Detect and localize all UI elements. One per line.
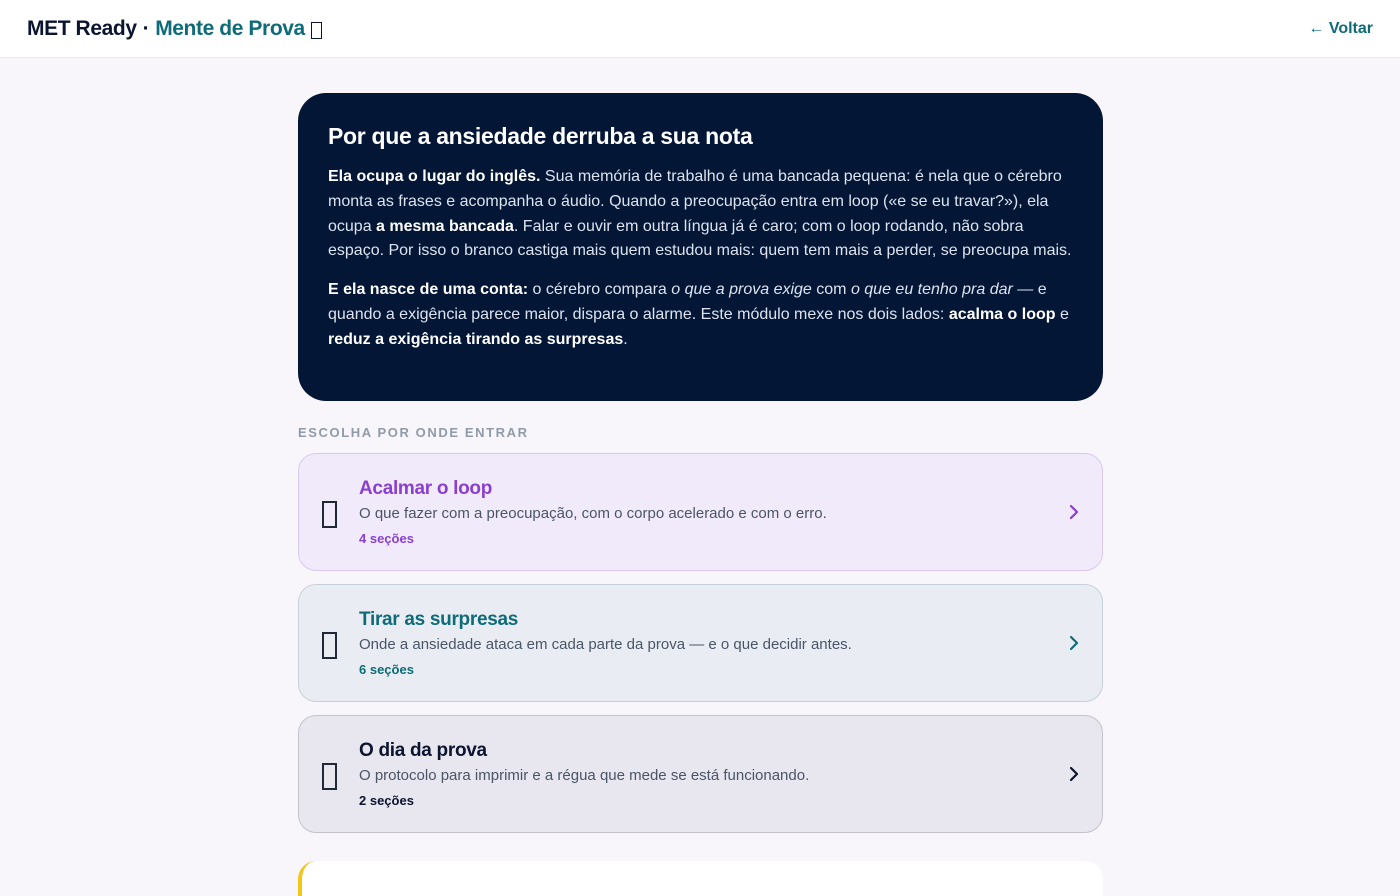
intro-title: Por que a ansiedade derruba a sua nota bbox=[328, 123, 753, 149]
intro-p2-text5: . bbox=[623, 330, 628, 348]
intro-card bbox=[298, 93, 1103, 401]
card-calm-loop-title: Acalmar o loop bbox=[359, 478, 493, 499]
intro-paragraph-2 bbox=[328, 278, 1073, 352]
brand-separator: · bbox=[142, 16, 150, 40]
highlight-card bbox=[298, 861, 1103, 896]
intro-p2-lead: E ela nasce de uma conta: bbox=[328, 281, 529, 299]
card-calm-loop-icon bbox=[322, 501, 337, 528]
intro-p1-text1: Sua memória de trabalho é uma bancada pequena: é nela que o cérebro monta as frases e acompanha o áudio. Quando a preocupação entra em loop («e se eu travar?»), ela ocupa bbox=[328, 168, 1062, 235]
card-exam-day-count: 2 seções bbox=[359, 793, 414, 808]
intro-p2-text4: e bbox=[1055, 305, 1069, 323]
card-calm-loop-count: 4 seções bbox=[359, 531, 414, 546]
intro-p1-lead: Ela ocupa o lugar do inglês. bbox=[328, 168, 541, 185]
brand-name: MET Ready bbox=[27, 16, 137, 40]
intro-p2-text3: — e quando a exigência parece maior, dispara o alarme. Este módulo mexe nos dois lados: bbox=[328, 281, 1047, 323]
intro-p2-italic2: o que eu tenho pra dar bbox=[850, 281, 1013, 299]
brain-icon bbox=[311, 22, 322, 39]
card-calm-loop[interactable] bbox=[298, 453, 1103, 571]
card-remove-surprises-count: 6 seções bbox=[359, 662, 414, 677]
chevron-right-icon bbox=[1068, 766, 1080, 782]
brand[interactable] bbox=[27, 17, 322, 41]
card-exam-day[interactable] bbox=[298, 715, 1103, 833]
card-remove-surprises-desc: Onde a ansiedade ataca em cada parte da prova — e o que decidir antes. bbox=[359, 636, 852, 653]
module-name: Mente de Prova bbox=[155, 16, 305, 40]
intro-p2-bold2: acalma o loop bbox=[948, 305, 1056, 323]
intro-p2-italic1: o que a prova exige bbox=[671, 281, 812, 299]
back-link[interactable] bbox=[1308, 20, 1373, 38]
chevron-right-icon bbox=[1068, 635, 1080, 651]
intro-paragraph-1 bbox=[328, 165, 1073, 264]
card-exam-day-desc: O protocolo para imprimir e a régua que mede se está funcionando. bbox=[359, 767, 810, 784]
card-exam-day-title: O dia da prova bbox=[359, 740, 487, 761]
section-label: ESCOLHA POR ONDE ENTRAR bbox=[298, 425, 529, 440]
main-content bbox=[298, 93, 1103, 833]
top-bar bbox=[0, 0, 1400, 58]
card-remove-surprises[interactable] bbox=[298, 584, 1103, 702]
card-calm-loop-desc: O que fazer com a preocupação, com o corpo acelerado e com o erro. bbox=[359, 505, 827, 522]
intro-p1-text2: . Falar e ouvir em outra língua já é caro; com o loop rodando, não sobra espaço. Por isso o branco castiga mais quem estudou mais: quem tem mais a perder, se preocupa mais. bbox=[328, 217, 1072, 260]
intro-p2-text2: com bbox=[811, 281, 851, 299]
intro-p2-text1: o cérebro compara bbox=[528, 281, 672, 299]
card-remove-surprises-title: Tirar as surpresas bbox=[359, 609, 519, 630]
intro-p2-bold3: reduz a exigência tirando as surpresas bbox=[328, 330, 624, 348]
back-label: ← Voltar bbox=[1308, 19, 1373, 37]
chevron-right-icon bbox=[1068, 504, 1080, 520]
card-remove-surprises-icon bbox=[322, 632, 337, 659]
intro-p1-bold: a mesma bancada bbox=[376, 217, 514, 235]
card-exam-day-icon bbox=[322, 763, 337, 790]
